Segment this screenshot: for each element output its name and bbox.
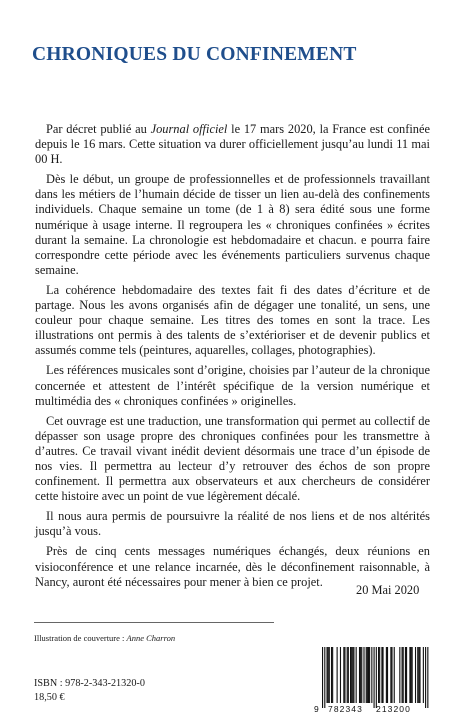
barcode-bar <box>347 647 348 703</box>
barcode-bar <box>382 647 383 703</box>
barcode-bar <box>359 647 360 703</box>
barcode-bar <box>331 647 332 703</box>
barcode-bar <box>328 647 329 703</box>
barcode-bar <box>379 647 380 703</box>
barcode-bar <box>344 647 345 703</box>
barcode-bar <box>381 647 382 703</box>
barcode-bar <box>405 647 406 703</box>
barcode-bar <box>427 647 428 708</box>
barcode-digits-left: 782343 <box>328 704 363 714</box>
barcode-bar <box>402 647 403 703</box>
barcode-bar <box>399 647 400 703</box>
barcode-bar <box>363 647 364 703</box>
barcode-bar <box>403 647 404 703</box>
barcode-bar <box>391 647 392 703</box>
barcode-bar <box>378 647 379 703</box>
paragraph-7: Près de cinq cents messages numériques échangés, deux réunions en visioconférence et une relance incarnée, dès le déconfinement raisonnable, à Nancy, auront été nécessaires pour mener à bien ce projet. <box>35 544 430 589</box>
cover-illustration-credit <box>34 633 175 643</box>
barcode-bar <box>366 647 367 703</box>
barcode-bar <box>348 647 349 703</box>
barcode-bar <box>326 647 327 703</box>
isbn: ISBN : 978-2-343-21320-0 <box>34 678 145 689</box>
barcode-bar <box>423 647 424 703</box>
barcode-bar <box>390 647 391 703</box>
paragraph-3: La cohérence hebdomadaire des textes fait fi des dates d’écriture et de partage. Nous les avons organisés afin de dégager une tonalité, un sens, une couleur pour chaque semaine. Les titres des tomes en sont la trace. Les illustrations ont permis à des talents de s’extérioriser et de devenir publics et assumés comme tels (peintures, aquarelles, collages, photographies). <box>35 282 430 358</box>
paragraph-5: Cet ouvrage est une traduction, une transformation qui permet au collectif de dépasser son usage propre des chroniques confinées pour les transmettre à d’autres. Ce travail vivant inédit devient désormais une trace d’un épisode de nos vies. Il permettra au lecteur d’y retrouver des échos de son propre confinement. Il permettra aux observateurs et aux chercheurs de considérer cette histoire avec un point de vue légèrement décalé. <box>35 413 430 504</box>
barcode-bar <box>322 647 323 708</box>
barcode-bar <box>350 647 351 703</box>
barcode-bar <box>387 647 388 703</box>
barcode-bar <box>412 647 413 703</box>
barcode-bar <box>415 647 416 703</box>
barcode-bar <box>353 647 354 703</box>
barcode-bar <box>332 647 333 703</box>
barcode-bar <box>368 647 369 703</box>
barcode-bar <box>394 647 395 703</box>
barcode-digits-right: 213200 <box>376 704 411 714</box>
paragraph-4: Les références musicales sont d’origine, choisies par l’auteur de la chronique concernée et attestent de l’intérêt spécifique de la version numérique et multimédia des « chroniques confinées » originelles. <box>35 363 430 408</box>
back-cover-text <box>35 122 430 595</box>
barcode-bar <box>356 647 357 703</box>
barcode-bar <box>351 647 352 703</box>
barcode-digit-first: 9 <box>314 704 319 714</box>
barcode-bar <box>418 647 419 703</box>
barcode-bar <box>410 647 411 703</box>
barcode-bar <box>340 647 341 703</box>
price: 18,50 € <box>34 692 65 703</box>
paragraph-1: Par décret publié au Journal officiel le 17 mars 2020, la France est confinée depuis le 16 mars. Cette situation va durer officiellement jusqu’au lundi 11 mai 00 H. <box>35 122 430 167</box>
paragraph-6: Il nous aura permis de poursuivre la réalité de nos liens et de nos altérités jusqu’à vous. <box>35 509 430 539</box>
barcode-bar <box>337 647 338 703</box>
barcode-bar <box>343 647 344 703</box>
signature-date: 20 Mai 2020 <box>356 583 420 597</box>
paragraph-2: Dès le début, un groupe de professionnelles et de professionnels travaillant dans les métiers de l’humain décide de tisser un lien au-delà des confinements individuels. Chaque semaine un tome (de 1 à 8) sera édité sous une forme numérique à usage interne. Il regroupera les « chroniques confinées » écrites durant la semaine. La chronologie est hebdomadaire et chacun. e pourra faire correspondre cette période avec les événements particuliers survenus chaque semaine. <box>35 172 430 277</box>
credit-label: Illustration de couverture : <box>34 633 127 643</box>
barcode-bar <box>361 647 362 703</box>
barcode-bar <box>406 647 407 703</box>
barcode-bar <box>369 647 370 703</box>
barcode-bar <box>425 647 426 708</box>
barcode-bar <box>367 647 368 703</box>
barcode-bar <box>352 647 353 703</box>
barcode-bar <box>360 647 361 703</box>
divider-rule <box>34 622 274 623</box>
credit-name: Anne Charron <box>126 633 176 643</box>
barcode-bar <box>417 647 418 703</box>
barcode-bar <box>376 647 377 708</box>
barcode-bar <box>419 647 420 703</box>
barcode-bar <box>374 647 375 708</box>
journal-officiel-italic: Journal officiel <box>150 122 228 136</box>
book-title: CHRONIQUES DU CONFINEMENT <box>32 44 357 65</box>
barcode-bar <box>409 647 410 703</box>
barcode-bar <box>386 647 387 703</box>
barcode-bar <box>324 647 325 708</box>
barcode <box>312 645 435 715</box>
barcode-bar <box>371 647 372 703</box>
barcode-bar <box>329 647 330 703</box>
